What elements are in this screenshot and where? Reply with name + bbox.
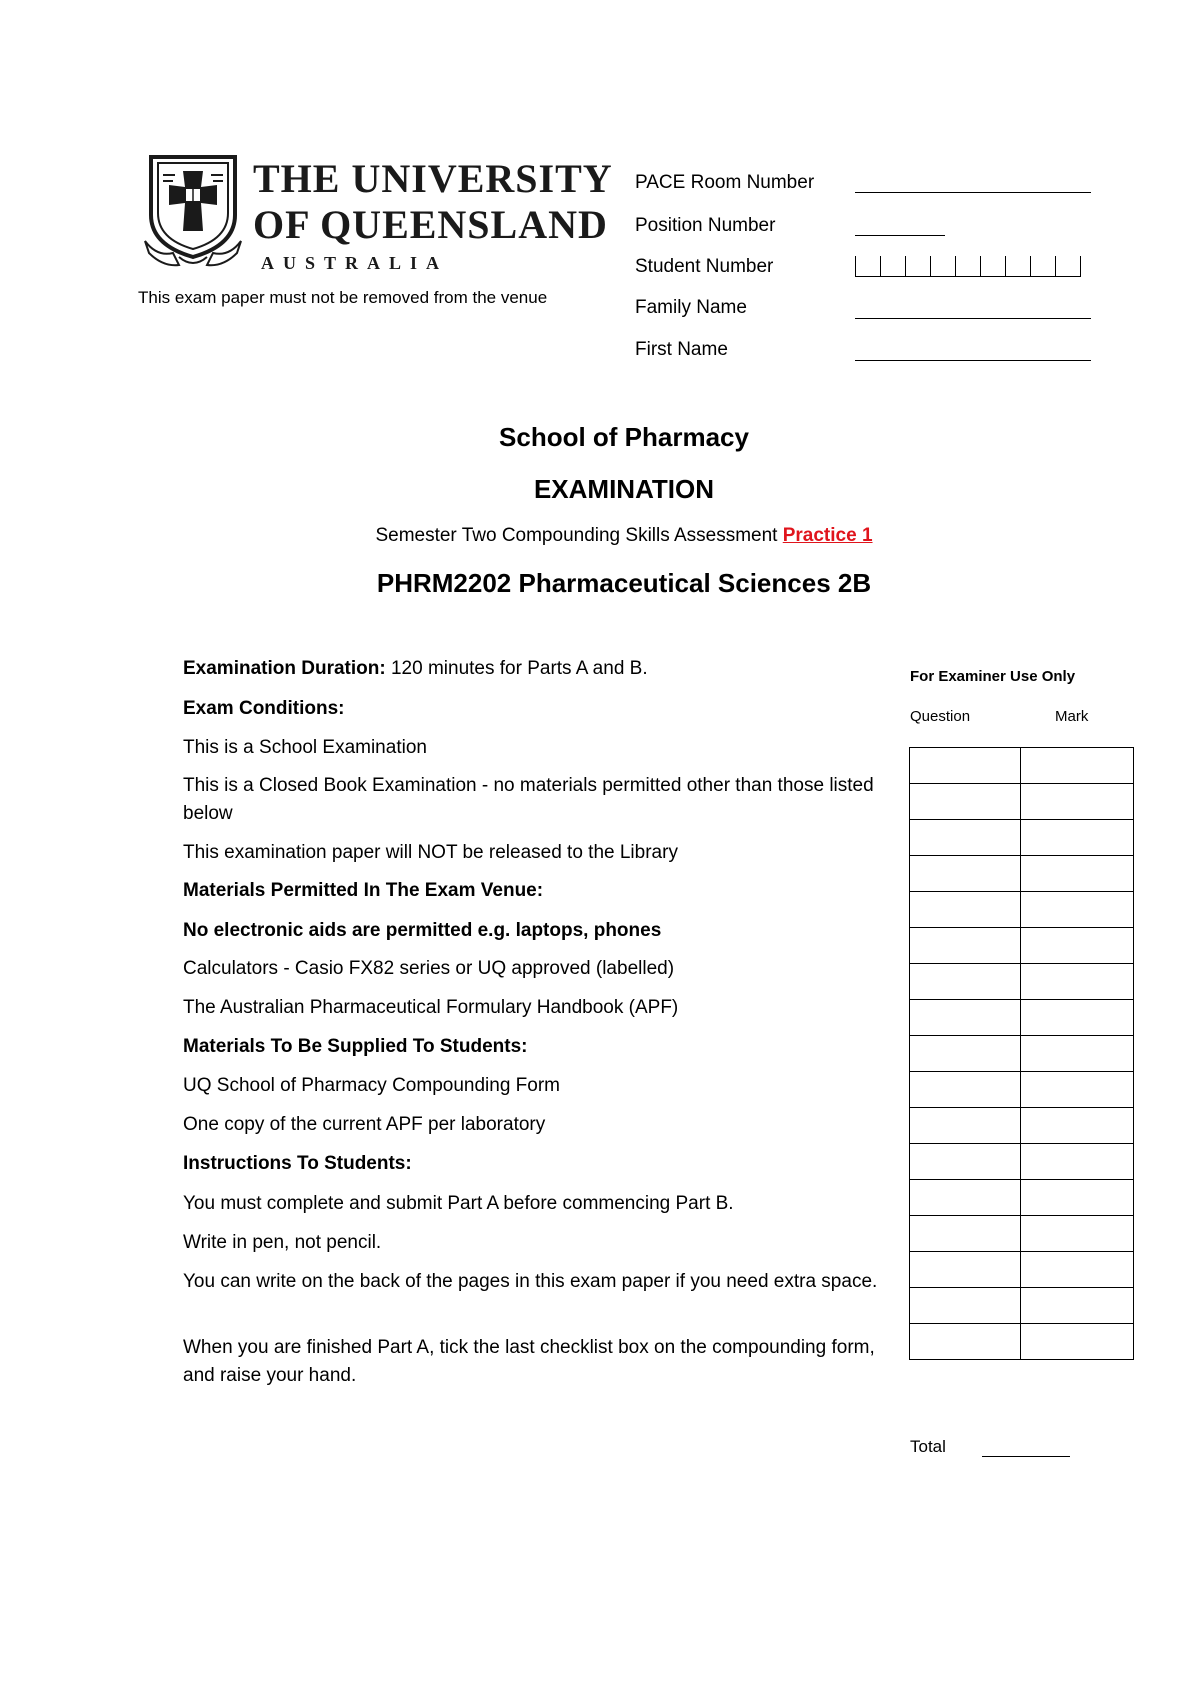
- mark-cell[interactable]: [1021, 1288, 1134, 1324]
- mark-cell[interactable]: [1021, 1072, 1134, 1108]
- permitted-item-1: Calculators - Casio FX82 series or UQ approved (labelled): [183, 958, 675, 979]
- subtitle-text: Semester Two Compounding Skills Assessment: [375, 525, 778, 546]
- conditions-heading: Exam Conditions:: [183, 698, 345, 719]
- total-label: Total: [910, 1437, 946, 1456]
- marks-row: [910, 856, 1134, 892]
- marks-row: [910, 928, 1134, 964]
- pace-room-field[interactable]: [855, 192, 1091, 193]
- exam-title: EXAMINATION: [533, 474, 715, 504]
- mark-column-header: Mark: [1055, 708, 1089, 725]
- logo-line-1: THE UNIVERSITY: [253, 156, 613, 201]
- marks-row: [910, 964, 1134, 1000]
- marks-row: [910, 1072, 1134, 1108]
- mark-cell[interactable]: [1021, 1252, 1134, 1288]
- course-title: PHRM2202 Pharmaceutical Sciences 2B: [376, 568, 872, 598]
- marks-row: [910, 1144, 1134, 1180]
- uq-crest-icon: [143, 153, 243, 273]
- question-cell[interactable]: [910, 1000, 1021, 1036]
- university-logo: [143, 153, 613, 283]
- question-cell[interactable]: [910, 892, 1021, 928]
- student-number-label: Student Number: [635, 256, 774, 277]
- supplied-item-2: One copy of the current APF per laboratory: [183, 1114, 546, 1135]
- duration-value: 120 minutes for Parts A and B.: [390, 658, 648, 679]
- question-column-header: Question: [910, 708, 971, 725]
- marks-row: [910, 1288, 1134, 1324]
- first-name-field[interactable]: [855, 360, 1091, 361]
- mark-cell[interactable]: [1021, 1108, 1134, 1144]
- instruction-2: Write in pen, not pencil.: [183, 1232, 382, 1253]
- duration-label: Examination Duration:: [183, 658, 386, 679]
- question-cell[interactable]: [910, 748, 1021, 784]
- marks-row: [910, 1036, 1134, 1072]
- duration-line: [183, 655, 883, 683]
- permitted-item-2: The Australian Pharmaceutical Formulary Handbook (APF): [183, 997, 679, 1018]
- mark-cell[interactable]: [1021, 1216, 1134, 1252]
- mark-cell[interactable]: [1021, 1324, 1134, 1360]
- instruction-1: You must complete and submit Part A before commencing Part B.: [183, 1193, 734, 1214]
- question-cell[interactable]: [910, 856, 1021, 892]
- condition-1: This is a School Examination: [183, 737, 427, 758]
- mark-cell[interactable]: [1021, 964, 1134, 1000]
- mark-cell[interactable]: [1021, 748, 1134, 784]
- supplied-heading: Materials To Be Supplied To Students:: [183, 1036, 528, 1057]
- mark-cell[interactable]: [1021, 784, 1134, 820]
- mark-cell[interactable]: [1021, 1180, 1134, 1216]
- marks-row: [910, 1216, 1134, 1252]
- question-cell[interactable]: [910, 1216, 1021, 1252]
- total-field[interactable]: [982, 1456, 1070, 1457]
- question-cell[interactable]: [910, 784, 1021, 820]
- marks-row: [910, 1108, 1134, 1144]
- question-cell[interactable]: [910, 1108, 1021, 1144]
- question-cell[interactable]: [910, 1324, 1021, 1360]
- removal-notice: This exam paper must not be removed from the venue: [138, 288, 548, 307]
- condition-2: This is a Closed Book Examination - no materials permitted other than those listed below: [183, 775, 874, 824]
- marks-row: [910, 1252, 1134, 1288]
- position-number-label: Position Number: [635, 215, 776, 236]
- mark-cell[interactable]: [1021, 892, 1134, 928]
- question-cell[interactable]: [910, 964, 1021, 1000]
- family-name-label: Family Name: [635, 297, 747, 318]
- question-cell[interactable]: [910, 1288, 1021, 1324]
- no-electronic-aids: No electronic aids are permitted e.g. laptops, phones: [183, 920, 662, 941]
- materials-permitted-heading: Materials Permitted In The Exam Venue:: [183, 880, 544, 901]
- instruction-3: You can write on the back of the pages in this exam paper if you need extra space.: [183, 1271, 878, 1292]
- logo-line-2: OF QUEENSLAND: [253, 202, 608, 247]
- pace-room-label: PACE Room Number: [635, 172, 815, 193]
- practice-label: Practice 1: [782, 525, 873, 546]
- marks-row: [910, 820, 1134, 856]
- mark-cell[interactable]: [1021, 928, 1134, 964]
- question-cell[interactable]: [910, 1072, 1021, 1108]
- question-cell[interactable]: [910, 1144, 1021, 1180]
- marks-row: [910, 1180, 1134, 1216]
- logo-line-3: AUSTRALIA: [261, 253, 449, 273]
- supplied-item-1: UQ School of Pharmacy Compounding Form: [183, 1075, 560, 1096]
- question-cell[interactable]: [910, 820, 1021, 856]
- marks-row: [910, 748, 1134, 784]
- marks-row: [910, 1324, 1134, 1360]
- mark-cell[interactable]: [1021, 856, 1134, 892]
- question-cell[interactable]: [910, 928, 1021, 964]
- marks-table: [909, 747, 1134, 1360]
- question-cell[interactable]: [910, 1036, 1021, 1072]
- question-cell[interactable]: [910, 1252, 1021, 1288]
- first-name-label: First Name: [635, 339, 728, 360]
- position-number-field[interactable]: [855, 235, 945, 236]
- mark-cell[interactable]: [1021, 1000, 1134, 1036]
- examiner-heading: For Examiner Use Only: [910, 668, 1076, 685]
- school-title: School of Pharmacy: [499, 422, 749, 452]
- marks-row: [910, 892, 1134, 928]
- instruction-4: When you are finished Part A, tick the last checklist box on the compounding form, and raise your hand.: [183, 1337, 875, 1386]
- mark-cell[interactable]: [1021, 1036, 1134, 1072]
- instructions-heading: Instructions To Students:: [183, 1153, 412, 1174]
- question-cell[interactable]: [910, 1180, 1021, 1216]
- marks-row: [910, 784, 1134, 820]
- family-name-field[interactable]: [855, 318, 1091, 319]
- mark-cell[interactable]: [1021, 1144, 1134, 1180]
- assessment-subtitle: [0, 525, 1200, 547]
- condition-3: This examination paper will NOT be released to the Library: [183, 842, 678, 863]
- student-number-field[interactable]: [855, 256, 1081, 278]
- mark-cell[interactable]: [1021, 820, 1134, 856]
- marks-row: [910, 1000, 1134, 1036]
